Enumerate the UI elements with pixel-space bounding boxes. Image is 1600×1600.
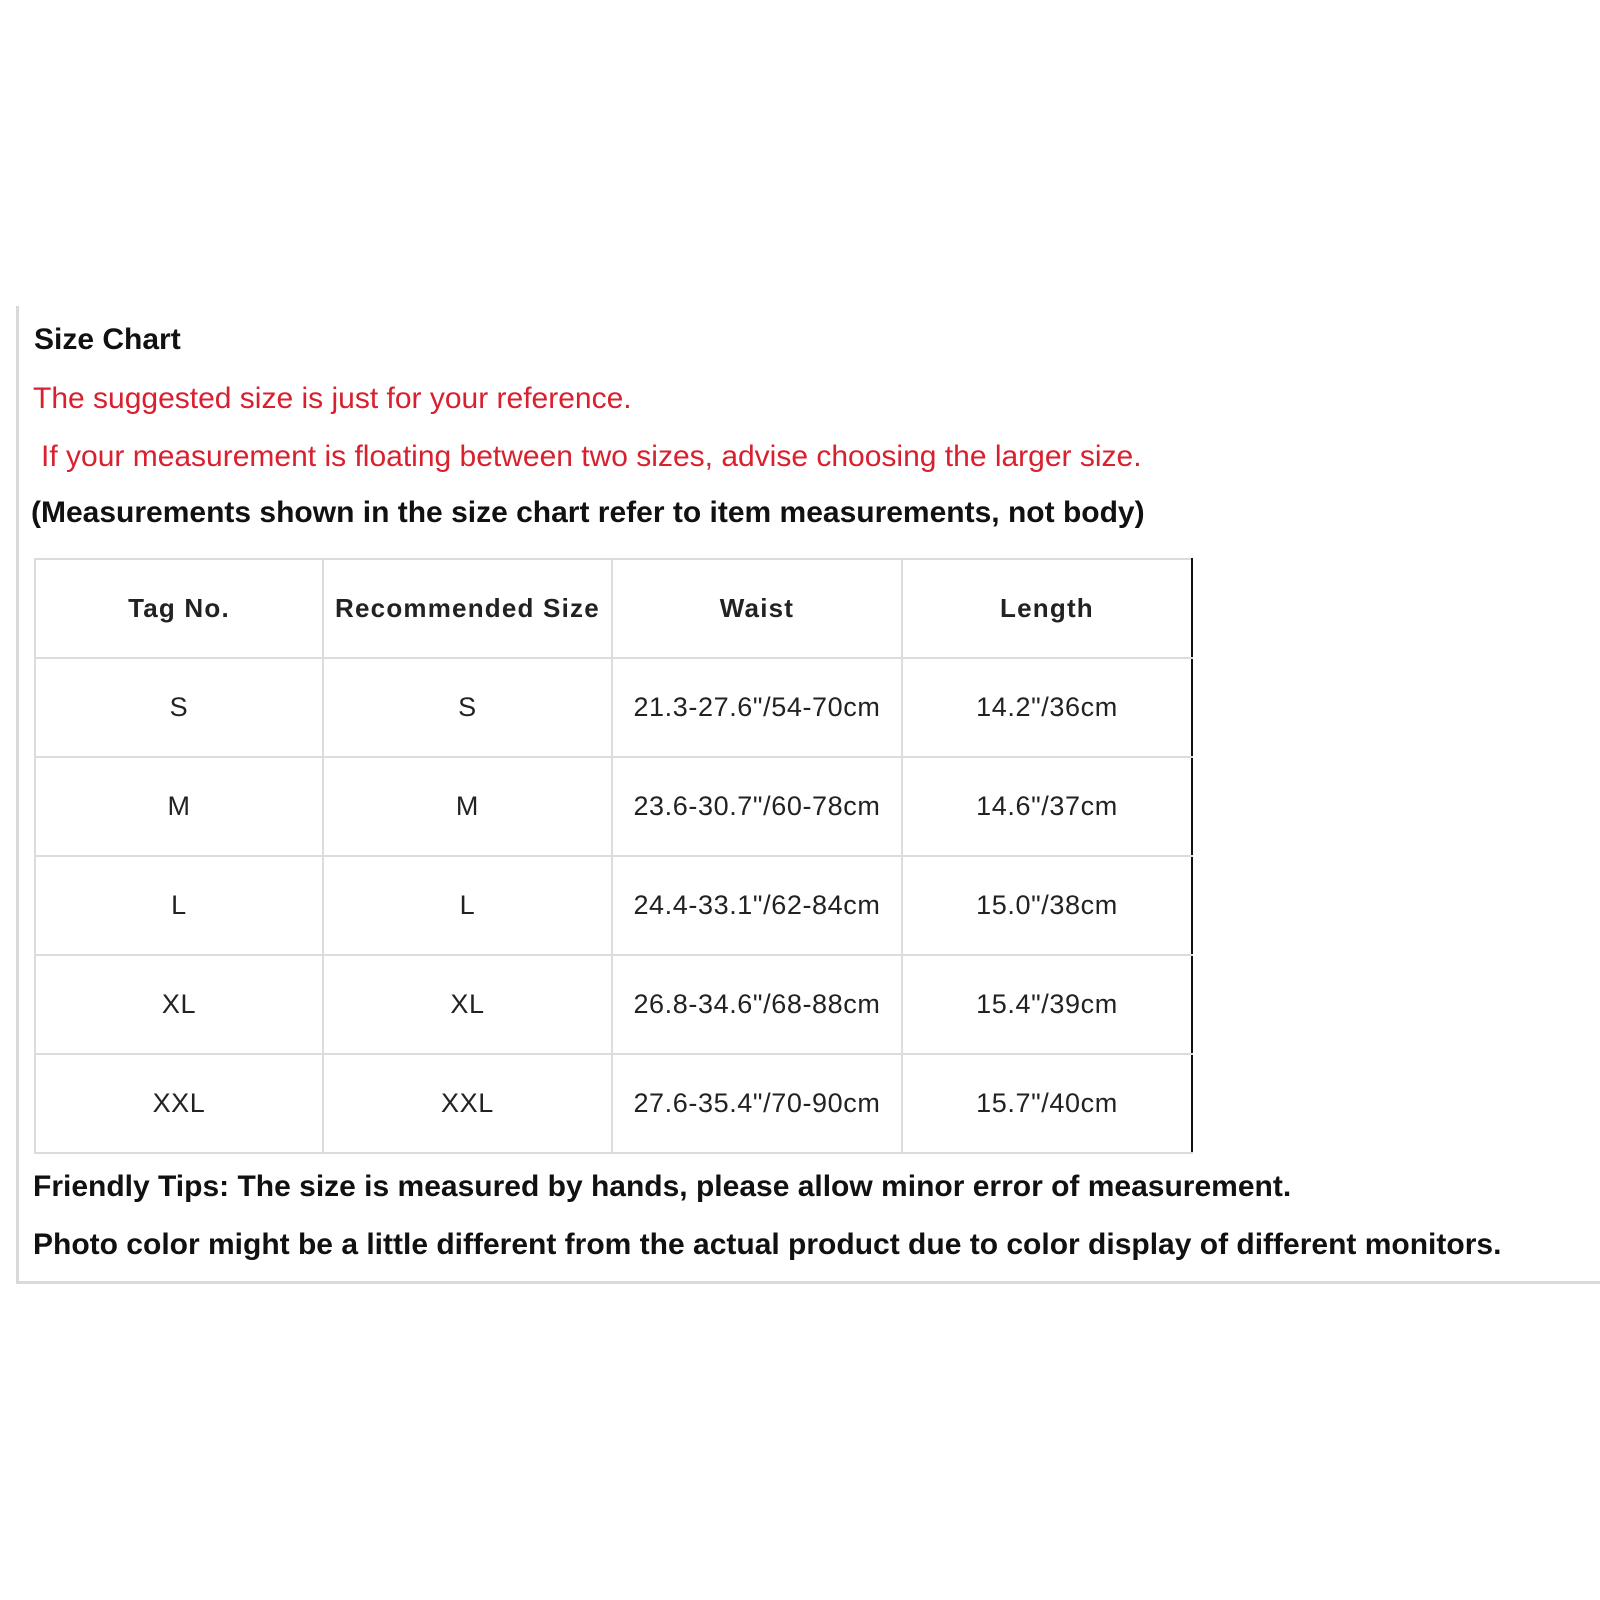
table-header-row [35, 559, 1192, 658]
size-chart-panel [16, 306, 1600, 1284]
length-cell: 15.4"/39cm [902, 955, 1192, 1054]
waist-cell: 24.4-33.1"/62-84cm [612, 856, 902, 955]
table-row [35, 658, 1192, 757]
recommended-size-cell: M [323, 757, 612, 856]
table-row [35, 1054, 1192, 1153]
recommended-size-cell: S [323, 658, 612, 757]
tag-no-cell: XXL [35, 1054, 323, 1153]
table-row [35, 856, 1192, 955]
length-cell: 14.6"/37cm [902, 757, 1192, 856]
column-header-tag-no: Tag No. [35, 559, 323, 658]
tag-no-cell: L [35, 856, 323, 955]
reference-note: The suggested size is just for your reference. [33, 382, 632, 415]
waist-cell: 21.3-27.6"/54-70cm [612, 658, 902, 757]
length-cell: 15.0"/38cm [902, 856, 1192, 955]
column-header-length: Length [902, 559, 1192, 658]
photo-color-note: Photo color might be a little different from the actual product due to color display of different monitors. [33, 1228, 1502, 1261]
recommended-size-cell: XL [323, 955, 612, 1054]
table-row [35, 757, 1192, 856]
table-row [35, 955, 1192, 1054]
size-table [34, 558, 1193, 1154]
recommended-size-cell: XXL [323, 1054, 612, 1153]
recommended-size-cell: L [323, 856, 612, 955]
length-cell: 15.7"/40cm [902, 1054, 1192, 1153]
column-header-waist: Waist [612, 559, 902, 658]
waist-cell: 27.6-35.4"/70-90cm [612, 1054, 902, 1153]
tag-no-cell: S [35, 658, 323, 757]
larger-size-advice: If your measurement is floating between two sizes, advise choosing the larger size. [41, 440, 1142, 473]
tag-no-cell: XL [35, 955, 323, 1054]
waist-cell: 23.6-30.7"/60-78cm [612, 757, 902, 856]
length-cell: 14.2"/36cm [902, 658, 1192, 757]
measurement-note: (Measurements shown in the size chart refer to item measurements, not body) [31, 496, 1145, 529]
column-header-recommended-size: Recommended Size [323, 559, 612, 658]
waist-cell: 26.8-34.6"/68-88cm [612, 955, 902, 1054]
size-chart-title: Size Chart [34, 323, 181, 356]
friendly-tip: Friendly Tips: The size is measured by hands, please allow minor error of measurement. [33, 1170, 1292, 1203]
tag-no-cell: M [35, 757, 323, 856]
